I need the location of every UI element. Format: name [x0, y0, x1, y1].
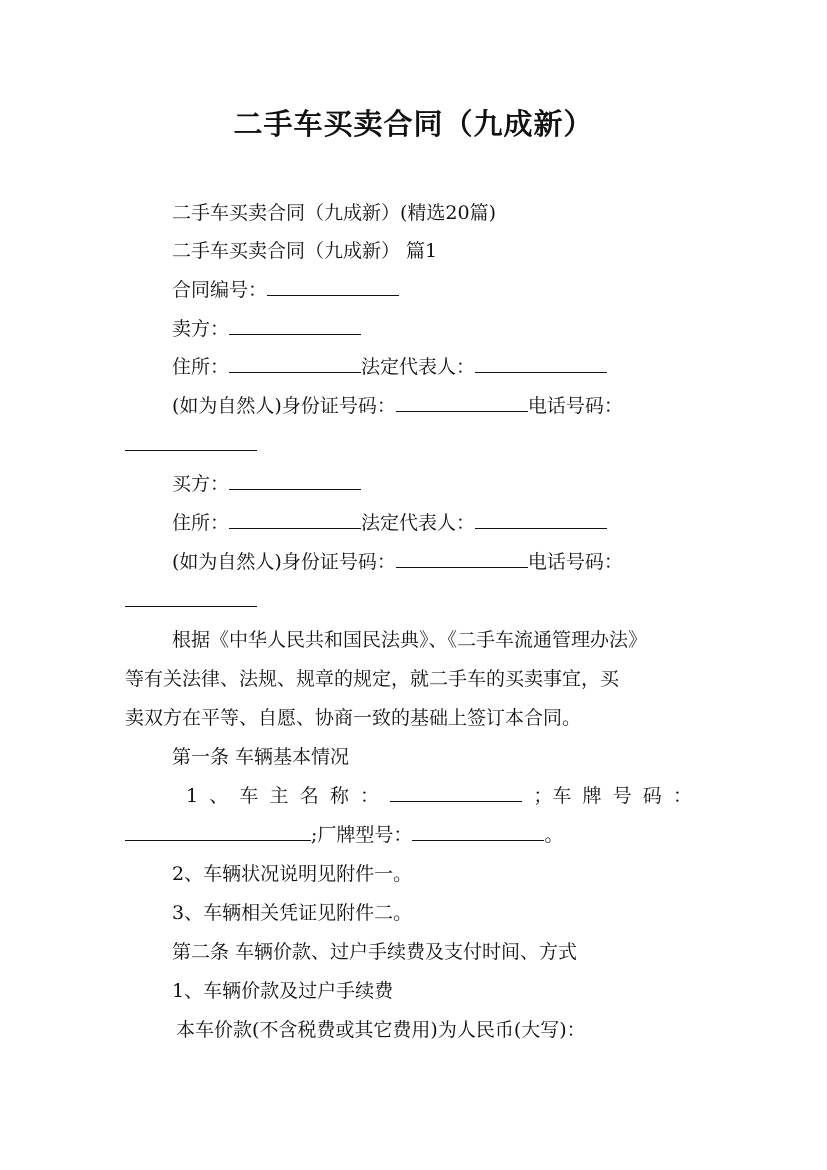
seller-address-label: 住所：	[172, 356, 230, 378]
item-3: 3、车辆相关凭证见附件二。	[172, 902, 413, 924]
buyer-phone-label: 电话号码：	[527, 551, 623, 573]
seller-address-row	[172, 354, 607, 380]
buyer-legal-rep-blank[interactable]	[475, 510, 607, 529]
brand-model-blank[interactable]	[412, 822, 544, 841]
seller-blank[interactable]	[229, 316, 361, 335]
buyer-address-label: 住所：	[172, 512, 230, 534]
seller-id-row	[172, 393, 623, 419]
plate-label-part: 码	[642, 785, 662, 807]
contract-number-blank[interactable]	[267, 277, 399, 296]
contract-number-label: 合同编号：	[172, 279, 268, 301]
buyer-legal-rep-label: 法定代表人：	[361, 512, 476, 534]
brand-model-row	[125, 822, 563, 848]
section-heading: 二手车买卖合同（九成新） 篇1	[172, 240, 438, 262]
buyer-id-blank[interactable]	[396, 549, 528, 568]
owner-label-part: 、	[209, 785, 229, 807]
price-line: 本车价款(不含税费或其它费用)为人民币(大写)：	[176, 1019, 586, 1041]
owner-label-part: ：	[360, 785, 380, 807]
plate-label-part: ：	[672, 785, 692, 807]
seller-legal-rep-blank[interactable]	[475, 354, 607, 373]
article-1-heading: 第一条 车辆基本情况	[172, 746, 350, 768]
owner-label-part: 1	[186, 785, 199, 807]
sub-item-1: 1、车辆价款及过户手续费	[172, 980, 394, 1002]
seller-legal-rep-label: 法定代表人：	[361, 356, 476, 378]
subtitle-line: 二手车买卖合同（九成新）(精选20篇)	[172, 202, 497, 224]
owner-label-part: 称	[329, 785, 349, 807]
buyer-phone-row	[125, 588, 257, 614]
seller-label: 卖方：	[172, 318, 230, 340]
contract-number-row	[172, 277, 399, 303]
seller-address-blank[interactable]	[229, 354, 361, 373]
plate-label-part: ；车	[533, 785, 572, 807]
seller-id-blank[interactable]	[396, 393, 528, 412]
plate-number-blank[interactable]	[125, 822, 311, 841]
buyer-blank[interactable]	[229, 471, 361, 490]
document-title: 二手车买卖合同（九成新）	[233, 107, 594, 141]
plate-label-part: 牌	[582, 785, 602, 807]
owner-label-part: 主	[269, 785, 289, 807]
owner-label-part: 名	[299, 785, 319, 807]
seller-id-label: (如为自然人)身份证号码：	[172, 395, 396, 417]
seller-phone-blank[interactable]	[125, 432, 257, 451]
buyer-row	[172, 471, 361, 497]
owner-name-blank[interactable]	[390, 783, 522, 802]
buyer-id-label: (如为自然人)身份证号码：	[172, 551, 396, 573]
item-2: 2、车辆状况说明见附件一。	[172, 863, 413, 885]
paragraph-line-2: 等有关法律、法规、规章的规定，就二手车的买卖事宜，买	[125, 668, 620, 690]
owner-label-part: 车	[239, 785, 259, 807]
seller-phone-label: 电话号码：	[527, 395, 623, 417]
article-2-heading: 第二条 车辆价款、过户手续费及支付时间、方式	[172, 941, 578, 963]
paragraph-line-3: 卖双方在平等、自愿、协商一致的基础上签订本合同。	[125, 707, 582, 729]
buyer-phone-blank[interactable]	[125, 588, 257, 607]
buyer-id-row	[172, 549, 623, 575]
buyer-address-blank[interactable]	[229, 510, 361, 529]
brand-model-label: ;厂牌型号：	[311, 824, 413, 846]
seller-row	[172, 316, 361, 342]
brand-model-period: 。	[544, 824, 564, 846]
seller-phone-row	[125, 432, 257, 458]
paragraph-line-1: 根据《中华人民共和国民法典》、《二手车流通管理办法》	[172, 629, 648, 651]
buyer-label: 买方：	[172, 473, 230, 495]
buyer-address-row	[172, 510, 607, 536]
vehicle-owner-row	[186, 783, 692, 809]
plate-label-part: 号	[612, 785, 632, 807]
